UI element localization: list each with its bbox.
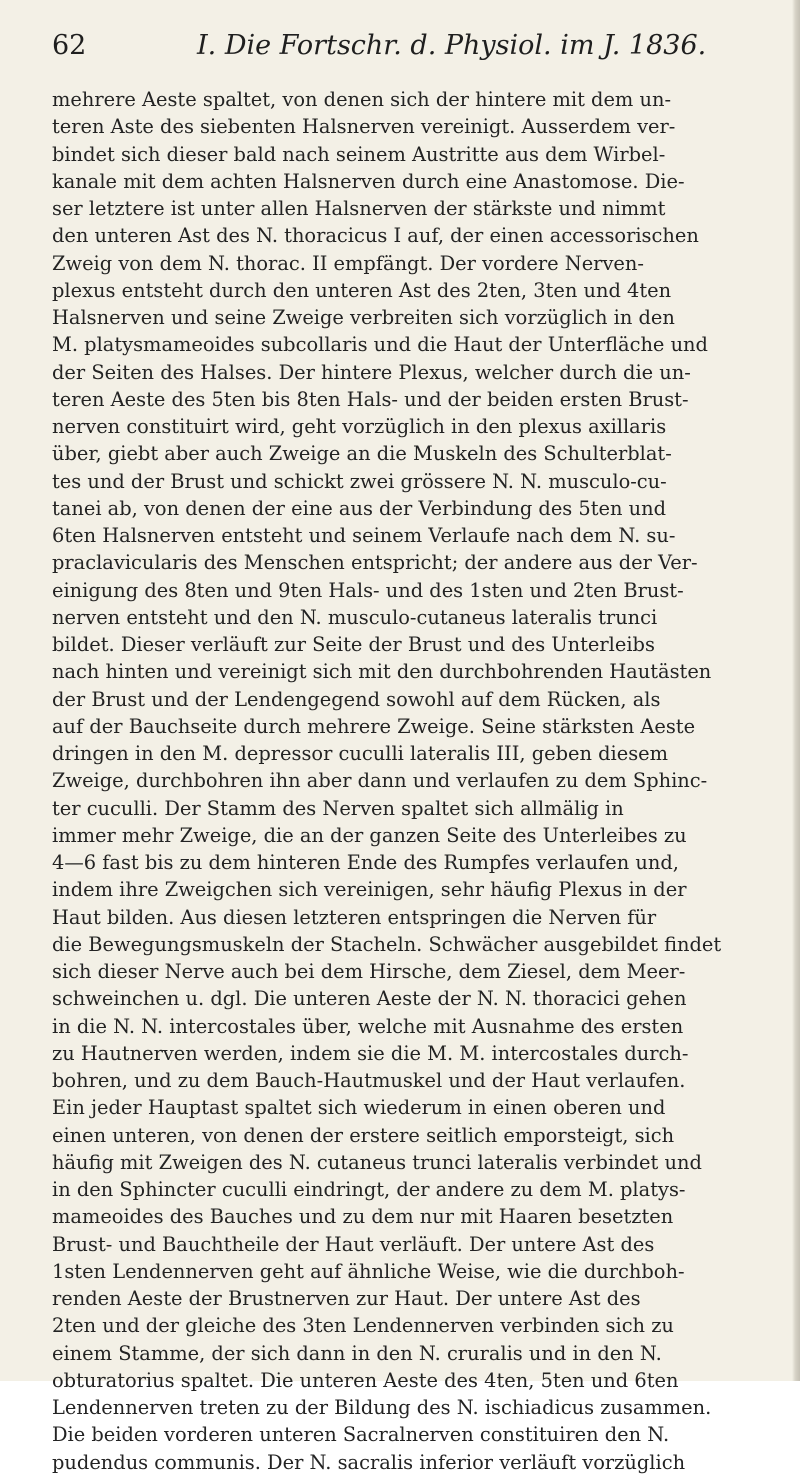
text-line: Die beiden vorderen unteren Sacralnerven constituiren den N. [52, 1423, 670, 1447]
text-line: Halsnerven und seine Zweige verbreiten sich vorzüglich in den [52, 306, 675, 329]
text-line: 1sten Lendennerven geht auf ähnliche Weise, wie die durchboh- [52, 1259, 685, 1283]
text-line: bohren, und zu dem Bauch-Hautmuskel und der Haut verlaufen. [52, 1069, 686, 1092]
text-line: immer mehr Zweige, die an der ganzen Seite des Unterleibes zu [52, 823, 687, 847]
text-line: Zweige, durchbohren ihn aber dann und verlaufen zu dem Sphinc- [52, 769, 708, 793]
text-line: sich dieser Nerve auch bei dem Hirsche, dem Ziesel, dem Meer- [52, 960, 686, 983]
text-line: einem Stamme, der sich dann in den N. cruralis und in den N. [52, 1341, 662, 1365]
text-line: bildet. Dieser verläuft zur Seite der Brust und des Unterleibs [52, 633, 655, 656]
page-header [52, 30, 742, 74]
text-line: 4—6 fast bis zu dem hinteren Ende des Rumpfes verlaufen und, [52, 851, 679, 874]
text-line: auf der Bauchseite durch mehrere Zweige. Seine stärksten Aeste [52, 714, 696, 738]
text-line: nach hinten und vereinigt sich mit den durchbohrenden Hautästen [52, 660, 712, 684]
text-line: kanale mit dem achten Halsnerven durch eine Anastomose. Die- [52, 169, 685, 193]
text-line: praclavicularis des Menschen entspricht; der andere aus der Ver- [52, 551, 698, 575]
text-line: Zweig von dem N. thorac. II empfängt. Der vordere Nerven- [52, 251, 644, 275]
text-line: bindet sich dieser bald nach seinem Austritte aus dem Wirbel- [52, 142, 666, 166]
text-line: tes und der Brust und schickt zwei grössere N. N. musculo-cu- [52, 469, 667, 493]
text-line: über, giebt aber auch Zweige an die Muskeln des Schulterblat- [52, 442, 672, 466]
text-line: ser letztere ist unter allen Halsnerven der stärkste und nimmt [52, 197, 666, 220]
text-line: dringen in den M. depressor cuculli lateralis III, geben diesem [52, 742, 669, 765]
text-line: die Bewegungsmuskeln der Stacheln. Schwächer ausgebildet findet [52, 932, 722, 956]
text-line: tanei ab, von denen der eine aus der Verbindung des 5ten und [52, 496, 667, 520]
text-line: indem ihre Zweigchen sich vereinigen, sehr häufig Plexus in der [52, 878, 687, 902]
text-line: einen unteren, von denen der erstere seitlich emporsteigt, sich [52, 1123, 675, 1147]
text-line: nerven constituirt wird, geht vorzüglich in den plexus axillaris [52, 415, 667, 438]
text-line: Lendennerven treten zu der Bildung des N. ischiadicus zusammen. [52, 1396, 712, 1419]
text-line: teren Aste des siebenten Halsnerven vereinigt. Ausserdem ver- [52, 115, 676, 139]
text-line: Brust- und Bauchtheile der Haut verläuft. Der untere Ast des [52, 1232, 655, 1256]
page-edge-shadow [792, 0, 800, 1381]
text-line: mehrere Aeste spaltet, von denen sich der hintere mit dem un- [52, 88, 672, 111]
text-line: ter cuculli. Der Stamm des Nerven spaltet sich allmälig in [52, 796, 624, 820]
text-line: den unteren Ast des N. thoracicus I auf, der einen accessorischen [52, 224, 699, 248]
text-line: renden Aeste der Brustnerven zur Haut. Der untere Ast des [52, 1287, 641, 1310]
text-line: häufig mit Zweigen des N. cutaneus trunci lateralis verbindet und [52, 1150, 702, 1174]
running-head: I. Die Fortschr. d. Physiol. im J. 1836. [197, 30, 707, 61]
text-line: in den Sphincter cuculli eindringt, der andere zu dem M. platys- [52, 1178, 686, 1201]
text-line: der Brust und der Lendengegend sowohl auf dem Rücken, als [52, 687, 661, 711]
text-line: pudendus communis. Der N. sacralis inferior verläuft vorzüglich [52, 1450, 686, 1474]
text-line: nerven entsteht und den N. musculo-cutaneus lateralis trunci [52, 605, 658, 629]
text-line: 2ten und der gleiche des 3ten Lendennerven verbinden sich zu [52, 1314, 674, 1338]
text-line: schweinchen u. dgl. Die unteren Aeste der N. N. thoracici gehen [52, 987, 687, 1011]
text-line: einigung des 8ten und 9ten Hals- und des 1sten und 2ten Brust- [52, 578, 684, 602]
text-line: in die N. N. intercostales über, welche mit Ausnahme des ersten [52, 1014, 684, 1038]
text-line: obturatorius spaltet. Die unteren Aeste des 4ten, 5ten und 6ten [52, 1368, 679, 1392]
body-text [52, 86, 752, 1476]
text-line: Ein jeder Hauptast spaltet sich wiederum in einen oberen und [52, 1096, 666, 1120]
text-line: mameoides des Bauches und zu dem nur mit Haaren besetzten [52, 1205, 674, 1229]
text-line: plexus entsteht durch den unteren Ast des 2ten, 3ten und 4ten [52, 278, 672, 302]
page-number: 62 [52, 30, 87, 61]
text-line: Haut bilden. Aus diesen letzteren entspringen die Nerven für [52, 905, 657, 929]
text-line: 6ten Halsnerven entsteht und seinem Verlaufe nach dem N. su- [52, 524, 676, 547]
text-line: teren Aeste des 5ten bis 8ten Hals- und der beiden ersten Brust- [52, 387, 689, 411]
text-line: zu Hautnerven werden, indem sie die M. M. intercostales durch- [52, 1041, 689, 1065]
text-line: M. platysmameoides subcollaris und die Haut der Unterfläche und [52, 333, 708, 357]
text-line: der Seiten des Halses. Der hintere Plexus, welcher durch die un- [52, 360, 691, 384]
